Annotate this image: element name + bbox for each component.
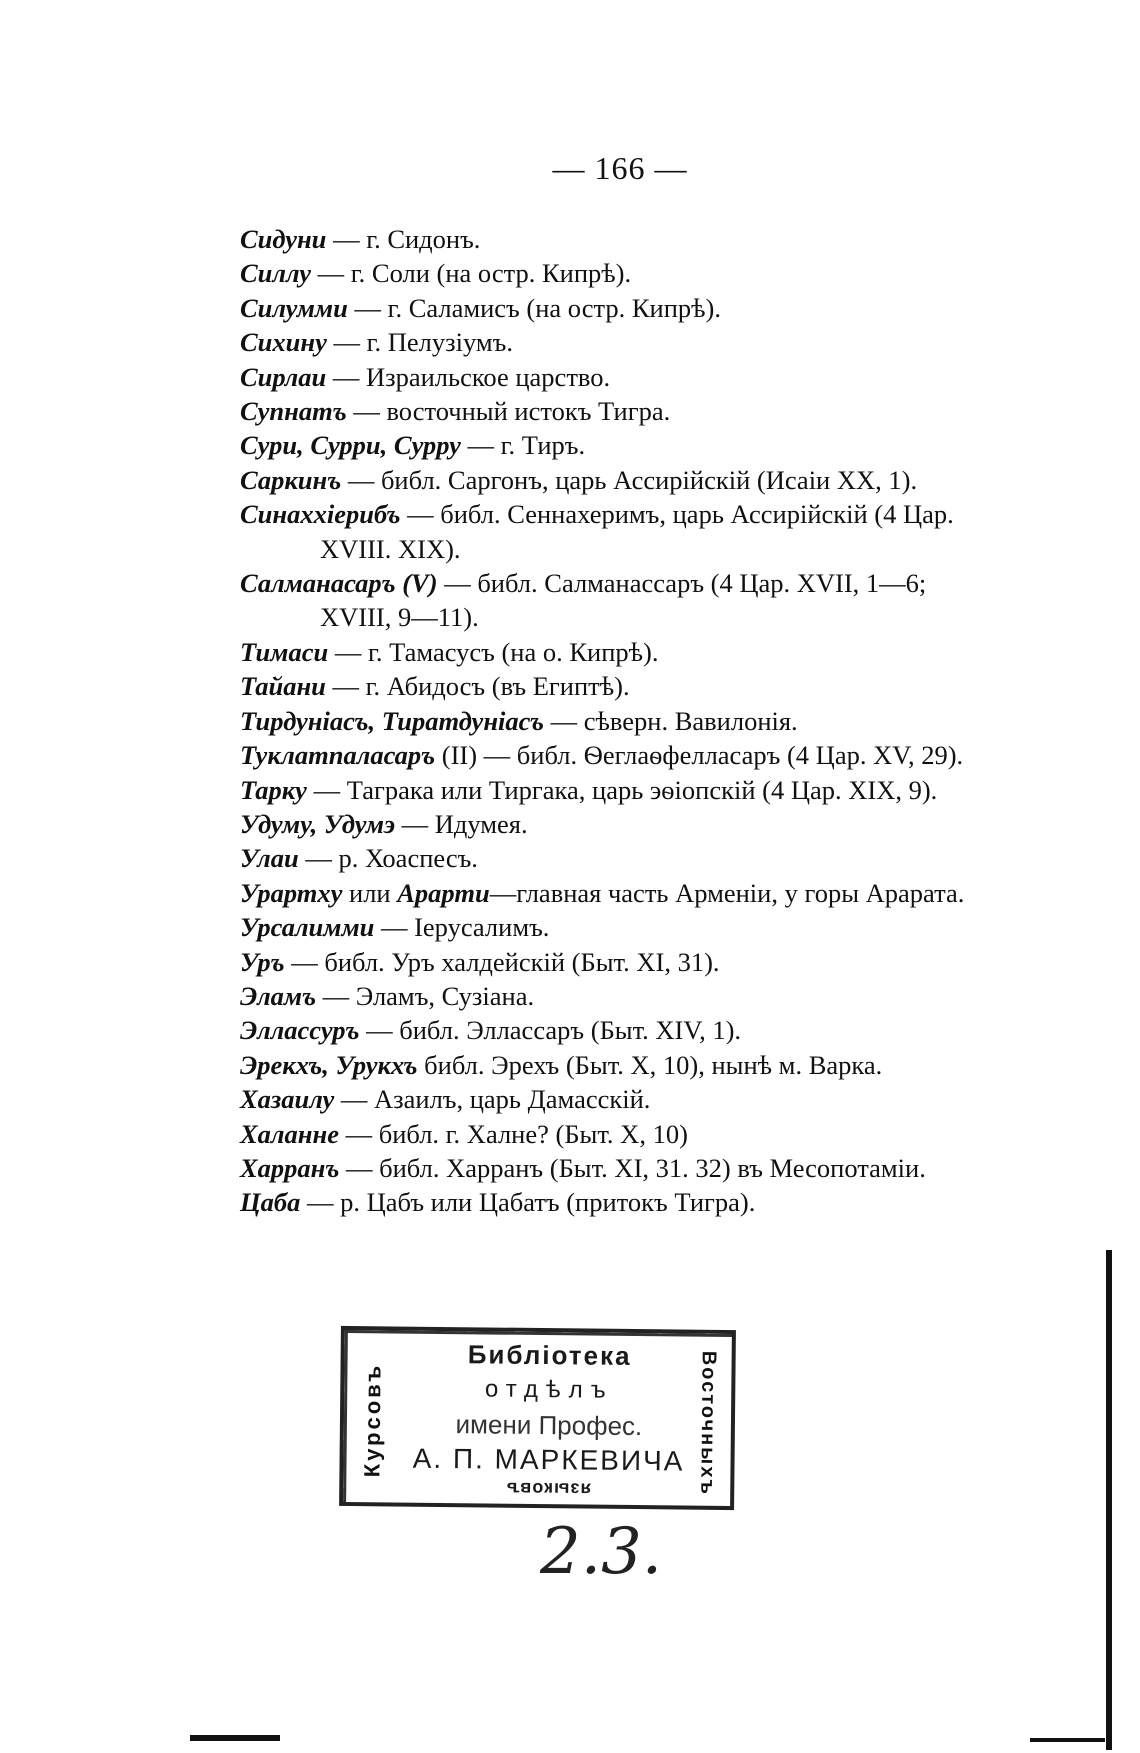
glossary-entry [240, 256, 1060, 290]
glossary-entry [240, 738, 1060, 772]
glossary-entry [240, 979, 1060, 1013]
entry-definition: библ. Эрехъ (Быт. X, 10), нынѣ м. Варка. [417, 1049, 883, 1080]
glossary-entry [240, 635, 1060, 669]
entry-term: Цаба [240, 1187, 301, 1218]
glossary-entry [240, 1048, 1060, 1082]
glossary-entry [240, 463, 1060, 497]
entry-term: Арарти [397, 877, 490, 908]
entry-term: Саркинъ [240, 464, 342, 495]
entry-definition: — г. Соли (на остр. Кипрѣ). [311, 258, 632, 289]
entry-term: Тимаси [240, 636, 329, 667]
glossary-entry [240, 566, 1060, 600]
entry-definition: — сѣверн. Вавилонія. [544, 705, 798, 736]
scan-edge-right [1106, 1250, 1112, 1750]
stamp-line-5: языковъ [505, 1478, 592, 1500]
glossary-entry [240, 876, 1060, 910]
entry-definition: — библ. г. Халне? (Быт. X, 10) [338, 1118, 688, 1149]
entry-term: Салманасаръ (V) [240, 568, 438, 599]
entry-term: Эрекхъ, Урукхъ [240, 1049, 418, 1080]
entry-definition: — г. Сидонъ. [326, 224, 481, 254]
glossary-entry [240, 910, 1060, 944]
entry-definition: — Азаилъ, царь Дамасскій. [334, 1084, 651, 1115]
entry-definition: (II) — библ. Ѳеглаѳфелласаръ (4 Цар. XV, 29). [435, 740, 964, 771]
page-number: — 166 — [552, 150, 688, 186]
glossary-entry [240, 360, 1060, 394]
glossary-entry [240, 394, 1060, 428]
glossary-entry [240, 532, 1060, 566]
entry-definition: XVIII. XIX). [320, 533, 461, 564]
entry-term: Силлу [240, 258, 312, 289]
entry-term: Уръ [240, 946, 285, 977]
stamp-left-text: Курсовъ [359, 1362, 386, 1478]
glossary-entry [240, 1185, 1060, 1219]
entry-definition: — библ. Салманассаръ (4 Цар. XVII, 1—6; [437, 568, 927, 599]
entry-definition: — библ. Уръ халдейскій (Быт. XI, 31). [284, 946, 720, 977]
stamp-line-3: имени Профес. [455, 1409, 643, 1442]
entry-term: Туклатпаласаръ [240, 740, 436, 771]
entry-term: Хазаилу [240, 1084, 335, 1115]
entry-term: Сидуни [240, 224, 327, 254]
entry-term: Сури, Сурри, Сурру [240, 430, 461, 461]
entry-definition: — библ. Харранъ (Быт. XI, 31. 32) въ Месопотаміи. [339, 1152, 926, 1183]
entry-definition: — библ. Саргонъ, царь Ассирійскій (Исаіи XX, 1). [341, 464, 918, 495]
glossary-entry [240, 1082, 1060, 1116]
stamp-line-1: Библіотека [467, 1339, 632, 1371]
entry-term: Эллассуръ [240, 1015, 360, 1046]
entry-term: Эламъ [240, 980, 317, 1011]
entry-definition: — библ. Сеннахеримъ, царь Ассирійскій (4 Цар. [400, 499, 954, 530]
entry-term: Синаххіерибъ [240, 499, 401, 530]
stamp-line-4: А. П. МАРКЕВИЧА [412, 1442, 685, 1477]
entry-term: Супнатъ [240, 396, 347, 427]
glossary-entry [240, 841, 1060, 875]
glossary-entry [240, 1151, 1060, 1185]
entry-definition: — р. Цабъ или Цабатъ (притокъ Тигра). [300, 1187, 756, 1218]
entry-definition: — Іерусалимъ. [374, 912, 550, 943]
entry-definition: — восточный истокъ Тигра. [346, 396, 671, 427]
entry-term: Тирдуніасъ, Тиратдуніасъ [240, 705, 545, 736]
entry-definition: — р. Хоаспесъ. [298, 843, 478, 874]
glossary-entry [240, 945, 1060, 979]
entry-term: Силумми [240, 292, 348, 323]
entry-definition: — г. Пелузіумъ. [326, 327, 513, 358]
entry-term: Урсалимми [240, 912, 375, 943]
entry-definition: — Израильское царство. [326, 361, 611, 392]
glossary-entries [240, 222, 1060, 1220]
entry-definition: — библ. Эллассаръ (Быт. XIV, 1). [359, 1015, 742, 1046]
glossary-entry [240, 600, 1060, 634]
stamp-line-2: отдѣлъ [484, 1375, 614, 1404]
entry-term: Удуму, Удумэ [240, 808, 395, 839]
glossary-entry [240, 497, 1060, 531]
entry-term: Улаи [240, 843, 299, 874]
entry-term: Тайани [240, 671, 326, 702]
scan-edge-bottom-left [190, 1735, 280, 1741]
glossary-entry [240, 773, 1060, 807]
glossary-entry [240, 428, 1060, 462]
entry-definition: — г. Абидосъ (въ Египтѣ). [325, 671, 630, 702]
stamp-right-text: Восточныхъ [696, 1351, 720, 1497]
entry-term: Сихину [240, 327, 327, 358]
entry-definition: или [342, 877, 398, 908]
entry-definition: — г. Тамасусъ (на о. Кипрѣ). [328, 636, 659, 667]
glossary-entry [240, 669, 1060, 703]
entry-definition: — г. Тиръ. [460, 430, 586, 461]
glossary-entry [240, 325, 1060, 359]
library-stamp [339, 1326, 736, 1510]
handwritten-shelfmark: 2.3. [540, 1515, 663, 1589]
glossary-entry [240, 222, 1060, 256]
entry-definition: —главная часть Арменіи, у горы Арарата. [489, 877, 965, 908]
entry-definition: — г. Саламисъ (на остр. Кипрѣ). [347, 292, 721, 323]
entry-term: Урартху [240, 877, 343, 908]
glossary-entry [240, 1013, 1060, 1047]
entry-definition: XVIII, 9—11). [320, 602, 479, 633]
entry-definition: — Идумея. [394, 808, 528, 839]
glossary-entry [240, 807, 1060, 841]
glossary-entry [240, 704, 1060, 738]
entry-definition: — Таграка или Тиргака, царь эѳіопскій (4 Цар. XIX, 9). [306, 774, 938, 805]
entry-definition: — Эламъ, Сузіана. [316, 980, 535, 1011]
scan-edge-bottom-right [1030, 1738, 1105, 1742]
glossary-entry [240, 1117, 1060, 1151]
entry-term: Тарку [240, 774, 307, 805]
entry-term: Халанне [240, 1118, 339, 1149]
entry-term: Сирлаи [240, 361, 327, 392]
entry-term: Харранъ [240, 1152, 340, 1183]
glossary-entry [240, 291, 1060, 325]
